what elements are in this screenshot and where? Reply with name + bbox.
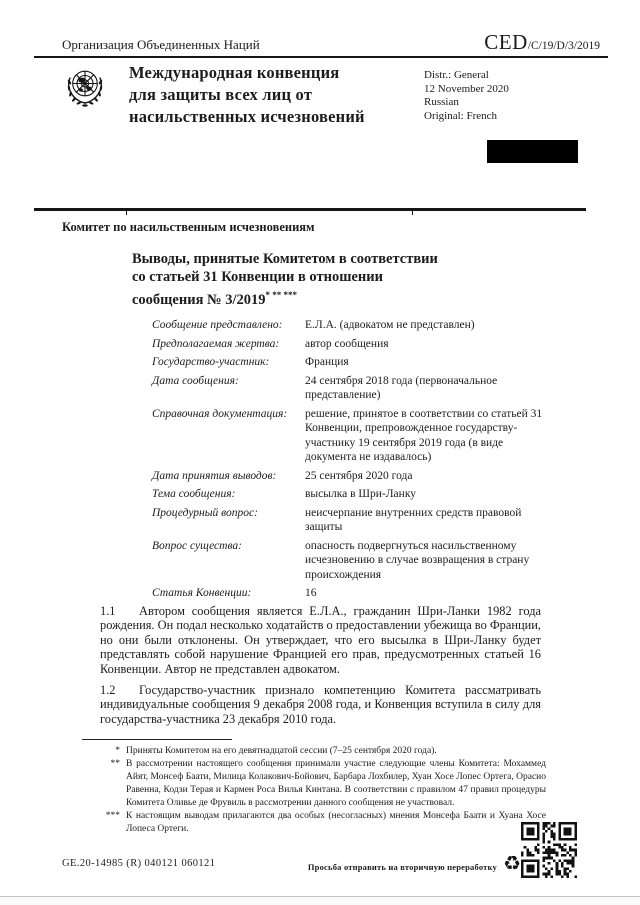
table-row bbox=[152, 469, 543, 484]
case-fields-table bbox=[152, 318, 543, 605]
field-label: Справочная документация: bbox=[152, 407, 288, 420]
distribution-block bbox=[424, 69, 509, 123]
section-rule bbox=[34, 208, 586, 211]
footnote-separator bbox=[82, 739, 232, 740]
field-label: Процедурный вопрос: bbox=[152, 506, 258, 519]
distr-line: 12 November 2020 bbox=[424, 82, 509, 95]
barcode-redaction-block bbox=[487, 140, 578, 163]
ge-number: GE.20-14985 (R) 040121 060121 bbox=[62, 858, 216, 869]
footnote-marker: ** bbox=[110, 759, 120, 769]
table-row bbox=[152, 539, 543, 583]
rule-tick bbox=[126, 211, 127, 215]
field-value: 25 сентября 2020 года bbox=[305, 469, 413, 482]
table-row bbox=[152, 318, 543, 333]
convention-title-line: для защиты всех лиц от bbox=[129, 85, 313, 104]
footnotes bbox=[88, 745, 546, 836]
field-value: решение, принятое в соответствии со статьей 31 Конвенции, препровожденное государству-участнику 19 сентября 2019 года (в виде документа не издавалось) bbox=[305, 407, 543, 463]
document-title-line: сообщения № 3/2019* ** *** bbox=[132, 290, 298, 308]
recycle-icon: ♻ bbox=[503, 851, 521, 875]
document-title-line: со статьей 31 Конвенции в отношении bbox=[132, 269, 383, 285]
convention-title bbox=[129, 62, 365, 128]
paragraph-text: Автором сообщения является Е.Л.А., гражданин Шри-Ланки 1982 года рождения. Он подал несколько ходатайств о предоставлении убежища во Франции, но они были отклонены. Он утверждает, что его высылка в Шри-Ланку будет представлять собой нарушение Францией его прав, предусмотренных статьей 16 Конвенции. Автор не представлен адвокатом. bbox=[100, 604, 541, 676]
document-title bbox=[132, 250, 492, 309]
paragraph-text: Государство-участник признало компетенцию Комитета рассматривать индивидуальные сообщения 9 декабря 2008 года, и Конвенция вступила в силу для государства-участника 23 декабря 2010 года. bbox=[100, 683, 541, 726]
table-row bbox=[152, 355, 543, 370]
paragraph-number: 1.1 bbox=[100, 604, 116, 618]
table-row bbox=[152, 337, 543, 352]
footnote bbox=[88, 745, 546, 758]
footnote bbox=[88, 758, 546, 810]
un-emblem-icon bbox=[58, 62, 112, 116]
table-row bbox=[152, 586, 543, 601]
field-label: Дата принятия выводов: bbox=[152, 469, 277, 482]
field-value: 16 bbox=[305, 587, 317, 599]
distr-line: Distr.: General bbox=[424, 69, 489, 81]
table-row bbox=[152, 407, 543, 465]
field-label: Государство-участник: bbox=[152, 356, 270, 368]
field-label: Тема сообщения: bbox=[152, 488, 236, 500]
table-row bbox=[152, 374, 543, 403]
field-label: Сообщение представлено: bbox=[152, 319, 283, 331]
page-footer-margin bbox=[0, 897, 640, 905]
field-value: неисчерпание внутренних средств правовой защиты bbox=[305, 506, 522, 533]
field-label: Вопрос существа: bbox=[152, 539, 242, 552]
field-label: Статья Конвенции: bbox=[152, 587, 252, 599]
distr-line: Russian bbox=[424, 96, 459, 108]
field-label: Предполагаемая жертва: bbox=[152, 337, 280, 350]
document-title-line: Выводы, принятые Комитетом в соответствии bbox=[132, 251, 438, 267]
doc-symbol-main: CED bbox=[484, 30, 528, 54]
field-value: опасность подвергнуться насильственному исчезновению в случае возвращения в страну происхождения bbox=[305, 539, 530, 581]
distr-line: Original: French bbox=[424, 109, 498, 122]
committee-heading: Комитет по насильственным исчезновениям bbox=[62, 220, 315, 234]
field-value: Е.Л.А. (адвокатом не представлен) bbox=[305, 319, 475, 331]
footnote-text: К настоящим выводам прилагаются два особых (несогласных) мнения Монсефа Баати и Хуана Хосе Лопеса Ортеги. bbox=[126, 811, 546, 834]
doc-symbol bbox=[484, 30, 600, 55]
field-value: 24 сентября 2018 года (первоначальное представление) bbox=[305, 374, 498, 401]
footnote-text: В рассмотрении настоящего сообщения принимали участие следующие члены Комитета: Мохаммед Айят, Монсеф Баати, Милица Колакович-Бойович, Барбара Лохбилер, Хуан Хосе Лопес Ортега, Орасио Равенна, Кодзи Терая и Кармен Роса Вилья Кинтана. В соответствии с правилом 47 правил процедуры Комитета Оливье де Фрувиль в рассмотрении данного сообщения не участвовал. bbox=[126, 759, 546, 808]
rule-tick bbox=[412, 211, 413, 215]
doc-symbol-rest: /C/19/D/3/2019 bbox=[527, 40, 600, 52]
paragraph bbox=[100, 604, 541, 676]
field-value: высылка в Шри-Ланку bbox=[305, 488, 416, 500]
recycle-note: Просьба отправить на вторичную переработку bbox=[307, 862, 497, 872]
field-value: автор сообщения bbox=[305, 337, 389, 350]
footnote bbox=[88, 810, 546, 836]
field-value: Франция bbox=[305, 356, 349, 368]
convention-title-line: насильственных исчезновений bbox=[129, 107, 365, 126]
convention-title-line: Международная конвенция bbox=[129, 63, 340, 82]
footnote-marker: *** bbox=[105, 811, 120, 821]
footnote-marker: * bbox=[115, 746, 120, 756]
paragraph-number: 1.2 bbox=[100, 683, 116, 698]
org-name: Организация Объединенных Наций bbox=[62, 37, 260, 52]
field-label: Дата сообщения: bbox=[152, 374, 239, 387]
table-row bbox=[152, 487, 543, 502]
title-footnote-markers: * ** *** bbox=[265, 290, 298, 300]
body-paragraphs bbox=[100, 604, 541, 733]
footnote-text: Приняты Комитетом на его девятнадцатой сессии (7–25 сентября 2020 года). bbox=[126, 746, 437, 756]
paragraph bbox=[100, 683, 541, 726]
qr-code bbox=[521, 822, 577, 878]
table-row bbox=[152, 506, 543, 535]
header-rule bbox=[34, 56, 608, 58]
